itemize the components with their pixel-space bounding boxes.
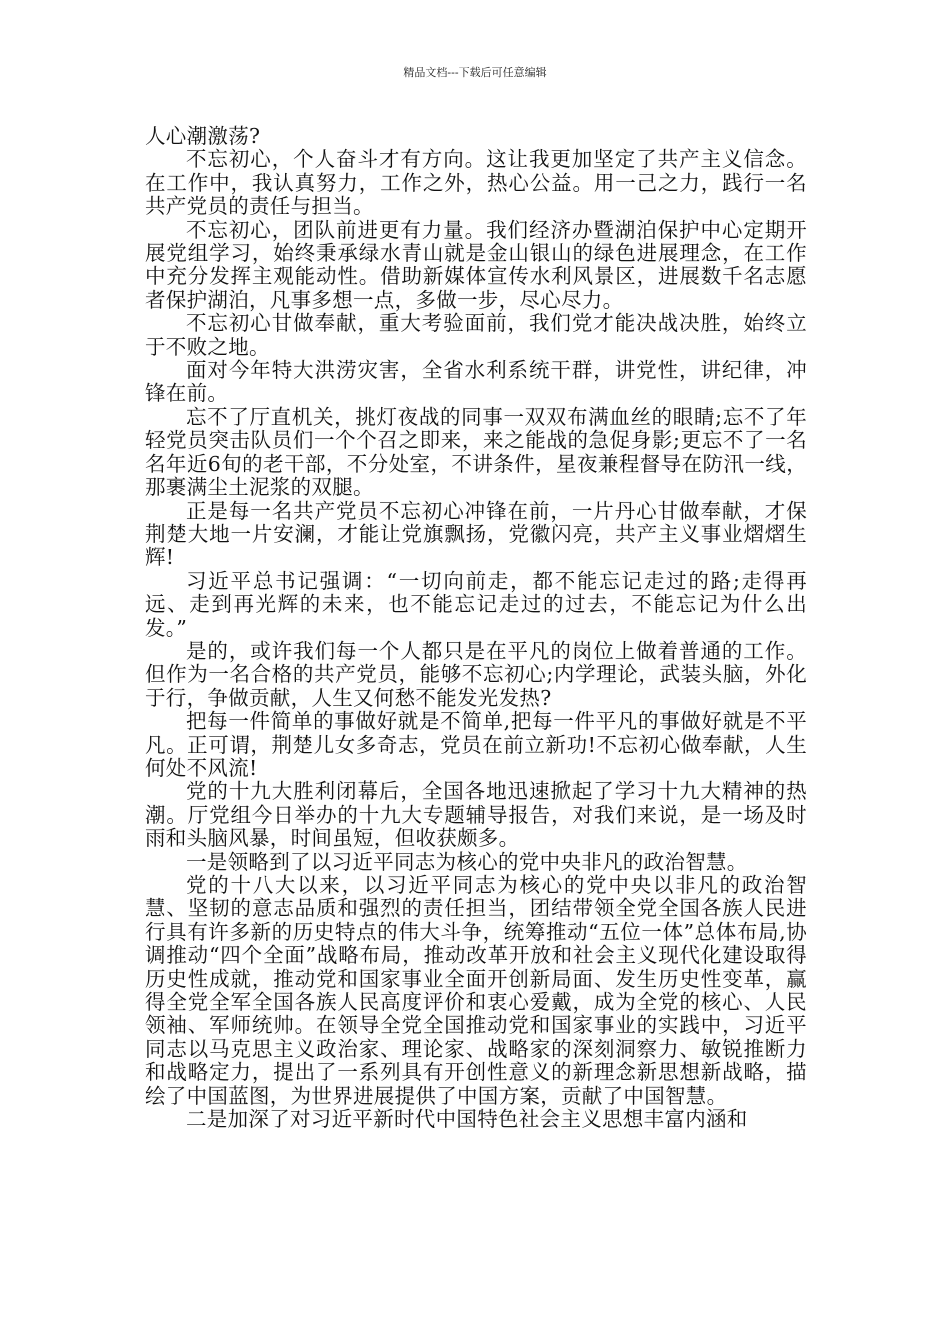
paragraph: 不忘初心，个人奋斗才有方向。这让我更加坚定了共产主义信念。在工作中，我认真努力，工作之外，热心公益。用一己之力，践行一名共产党员的责任与担当。 bbox=[145, 147, 807, 219]
page-header: 精品文档---下载后可任意编辑 bbox=[403, 66, 547, 79]
paragraph: 一是领略到了以习近平同志为核心的党中央非凡的政治智慧。 bbox=[186, 849, 748, 874]
paragraph: 二是加深了对习近平新时代中国特色社会主义思想丰富内涵和 bbox=[186, 1107, 748, 1132]
paragraph: 党的十八大以来，以习近平同志为核心的党中央以非凡的政治智慧、坚韧的意志品质和强烈的责任担当，团结带领全党全国各族人民进行具有许多新的历史特点的伟大斗争，统筹推动“五位一体”总体布局,协调推动“四个全面”战略布局，推动改革开放和社会主义现代化建设取得历史性成就，推动党和国家事业全面开创新局面、发生历史性变革，赢得全党全军全国各族人民高度评价和衷心爱戴，成为全党的核心、人民领袖、军师统帅。在领导全党全国推动党和国家事业的实践中，习近平同志以马克思主义政治家、理论家、战略家的深刻洞察力、敏锐推断力和战略定力，提出了一系列具有开创性意义的新理念新思想新战略，描绘了中国蓝图，为世界进展提供了中国方案，贡献了中国智慧。 bbox=[145, 873, 807, 1108]
paragraph: 忘不了厅直机关，挑灯夜战的同事一双双布满血丝的眼睛;忘不了年轻党员突击队员们一个个召之即来，来之能战的急促身影;更忘不了一名名年近6旬的老干部，不分处室，不讲条件，星夜兼程督导在防汛一线，那裹满尘土泥浆的双腿。 bbox=[145, 404, 807, 500]
paragraph: 正是每一名共产党员不忘初心冲锋在前，一片丹心甘做奉献，才保荆楚大地一片安澜，才能让党旗飘扬，党徽闪亮，共产主义事业熠熠生辉! bbox=[145, 498, 807, 570]
paragraph: 面对今年特大洪涝灾害，全省水利系统干群，讲党性，讲纪律，冲锋在前。 bbox=[145, 358, 807, 406]
paragraph: 把每一件简单的事做好就是不简单,把每一件平凡的事做好就是不平凡。正可谓，荆楚儿女多奇志，党员在前立新功!不忘初心做奉献，人生何处不风流! bbox=[145, 709, 807, 780]
paragraph: 不忘初心甘做奉献，重大考验面前，我们党才能决战决胜，始终立于不败之地。 bbox=[145, 311, 807, 359]
paragraph: 习近平总书记强调：“一切向前走，都不能忘记走过的路;走得再远、走到再光辉的未来，也不能忘记走过的过去，不能忘记为什么出发。” bbox=[145, 568, 807, 640]
paragraph: 是的，或许我们每一个人都只是在平凡的岗位上做着普通的工作。但作为一名合格的共产党员，能够不忘初心;内学理论，武装头脑，外化于行，争做贡献，人生又何愁不能发光发热? bbox=[145, 638, 807, 710]
paragraph: 人心潮激荡? bbox=[145, 124, 261, 148]
paragraph: 党的十九大胜利闭幕后，全国各地迅速掀起了学习十九大精神的热潮。厅党组今日举办的十九大专题辅导报告，对我们来说，是一场及时雨和头脑风暴，时间虽短，但收获颇多。 bbox=[145, 779, 807, 851]
paragraph: 不忘初心，团队前进更有力量。我们经济办暨湖泊保护中心定期开展党组学习，始终秉承绿水青山就是金山银山的绿色进展理念，在工作中充分发挥主观能动性。借助新媒体宣传水利风景区，进展数千名志愿者保护湖泊，凡事多想一点，多做一步，尽心尽力。 bbox=[145, 217, 807, 312]
document-body bbox=[145, 125, 807, 1131]
